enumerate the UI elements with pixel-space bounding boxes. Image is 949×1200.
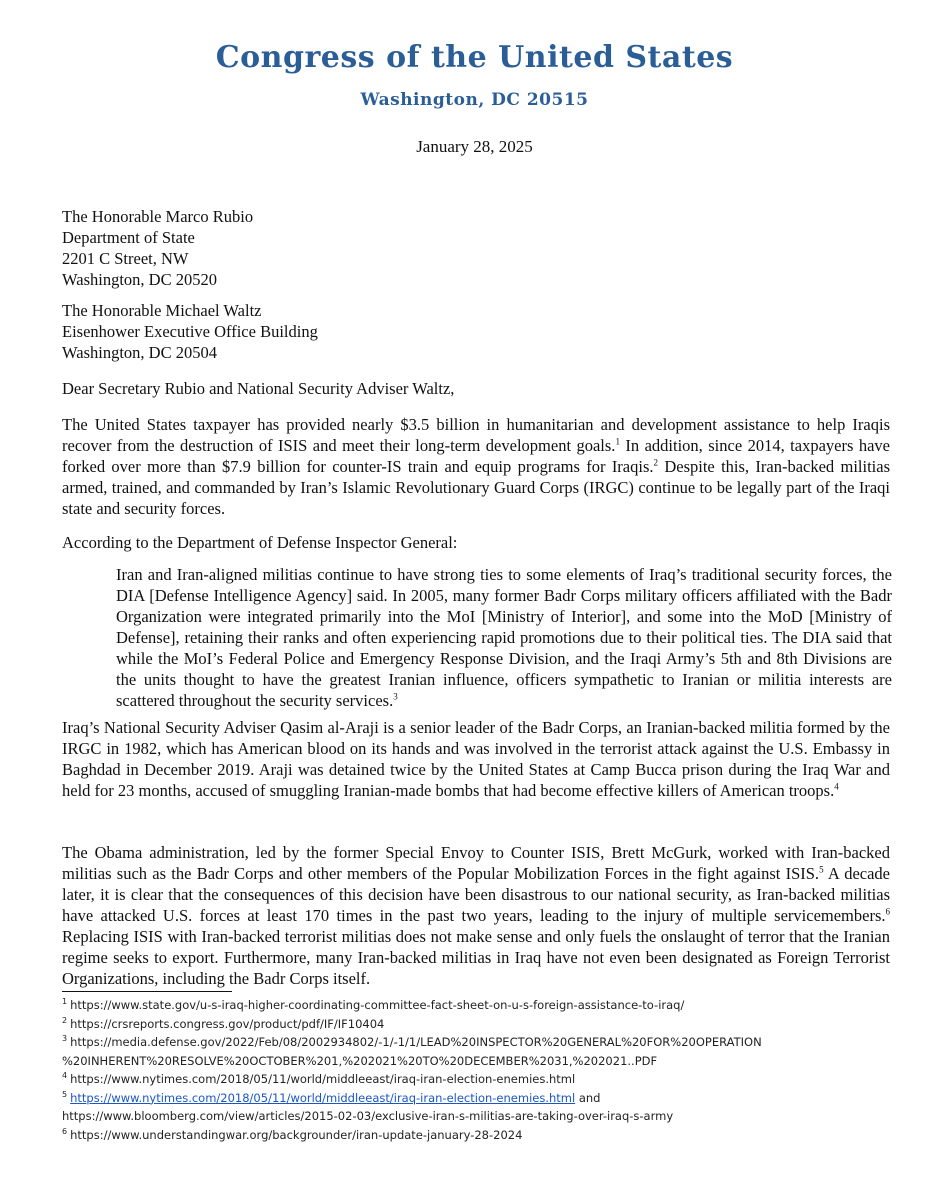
recipient-line: Department of State: [62, 228, 195, 247]
paragraph-text: A decade later, it is clear that the consequences of this decision have been disastrous to our national security, as Iran-backed militias have attacked U.S. forces at least 170 times in the past two years, leading to the injury of multiple servicemembers.: [62, 864, 890, 925]
recipient-line: Washington, DC 20504: [62, 343, 217, 362]
footnote-number: 2: [62, 1015, 68, 1025]
recipient-line: Washington, DC 20520: [62, 270, 217, 289]
footnote-divider: [62, 991, 232, 992]
footnotes: [62, 996, 922, 1144]
footnote-url: https://www.understandingwar.org/backgrounder/iran-update-january-28-2024: [70, 1127, 523, 1142]
footnote-number: 1: [62, 997, 68, 1007]
footnote-link[interactable]: https://www.nytimes.com/2018/05/11/world/middleeast/iraq-iran-election-enemies.html: [70, 1090, 576, 1105]
body-paragraph-4: [62, 842, 890, 989]
letter-date: January 28, 2025: [416, 137, 533, 156]
footnote-number: 6: [62, 1126, 68, 1136]
footnote-4: [62, 1070, 922, 1089]
letterhead-address: Washington, DC 20515: [360, 90, 589, 110]
footnote-url: https://www.nytimes.com/2018/05/11/world/middleeast/iraq-iran-election-enemies.html: [70, 1072, 576, 1086]
body-paragraph-1: [62, 414, 890, 519]
footnote-ref: 1: [615, 436, 620, 447]
recipient-line: Eisenhower Executive Office Building: [62, 322, 318, 341]
footnote-ref: 2: [653, 457, 659, 468]
footnote-url: https://crsreports.congress.gov/product/pdf/IF/IF10404: [70, 1016, 385, 1031]
body-paragraph-2: According to the Department of Defense Inspector General:: [62, 533, 458, 552]
footnote-conjunction: and: [575, 1090, 601, 1105]
recipient-address-2: [62, 300, 318, 363]
salutation: Dear Secretary Rubio and National Security Adviser Waltz,: [62, 379, 455, 398]
footnote-2: [62, 1015, 922, 1034]
footnote-6: [62, 1126, 922, 1145]
footnote-ref: 4: [834, 781, 839, 792]
footnote-5-continued: https://www.bloomberg.com/view/articles/2015-02-03/exclusive-iran-s-militias-are-taking-over-iraq-s-army: [62, 1109, 674, 1123]
recipient-line: 2201 C Street, NW: [62, 249, 189, 268]
quote-text: Iran and Iran-aligned militias continue to have strong ties to some elements of Iraq’s traditional security forces, the DIA [Defense Intelligence Agency] said. In 2005, many former Badr Corps military officers affiliated with the Badr Organization were integrated primarily into the MoI [Ministry of Interior], and some into the MoD [Ministry of Defense], retaining their ranks and often experiencing rapid promotions due to their political ties. The DIA said that while the MoI’s Federal Police and Emergency Response Division, and the Iraqi Army’s 5th and 8th Divisions are the units thought to have the greatest Iranian influence, officers sympathetic to Iranian or militia interests are scattered throughout the security services.: [116, 565, 892, 710]
footnote-url: https://media.defense.gov/2022/Feb/08/2002934802/-1/-1/1/LEAD%20INSPECTOR%20GENERAL%20FOR%20OPERATION: [70, 1035, 762, 1049]
paragraph-text: Despite this, Iran-backed militias armed, trained, and commanded by Iran’s Islamic Revolutionary Guard Corps (IRGC) continue to be legally part of the Iraqi state and security forces.: [62, 457, 890, 518]
footnote-number: 4: [62, 1071, 68, 1081]
footnote-url: https://www.state.gov/u-s-iraq-higher-coordinating-committee-fact-sheet-on-u-s-foreign-assistance-to-iraq/: [70, 998, 685, 1012]
footnote-1: [62, 996, 922, 1015]
footnote-number: 3: [62, 1034, 68, 1044]
footnote-ref: 5: [819, 864, 824, 875]
footnote-5: [62, 1089, 922, 1108]
paragraph-text: In addition, since 2014, taxpayers have forked over more than $7.9 billion for counter-IS train and equip programs for Iraqis.: [62, 436, 890, 476]
paragraph-text: The United States taxpayer has provided nearly $3.5 billion in humanitarian and development assistance to help Iraqis recover from the destruction of ISIS and meet their long-term development goals.: [62, 415, 890, 455]
body-paragraph-3: [62, 717, 890, 801]
paragraph-text: Iraq’s National Security Adviser Qasim al-Araji is a senior leader of the Badr Corps, an Iranian-backed militia formed by the IRGC in 1982, which has American blood on its hands and was involved in the terrorist attack against the U.S. Embassy in Baghdad in December 2019. Araji was detained twice by the United States at Camp Bucca prison during the Iraq War and held for 23 months, accused of smuggling Iranian-made bombs that had become effective killers of American troops.: [62, 718, 890, 800]
recipient-line: The Honorable Marco Rubio: [62, 207, 254, 226]
footnote-ref: 6: [885, 906, 890, 917]
recipient-address-1: [62, 206, 253, 290]
recipient-line: The Honorable Michael Waltz: [62, 301, 262, 320]
paragraph-text: Replacing ISIS with Iran-backed terrorist militias does not make sense and only fuels the onslaught of terror that the Iranian regime seeks to export. Furthermore, many Iran-backed militias in Iraq have not even been designated as Foreign Terrorist Organizations, including the Badr Corps itself.: [62, 927, 890, 988]
footnote-3-continued: %20INHERENT%20RESOLVE%20OCTOBER%201,%202021%20TO%20DECEMBER%2031,%202021..PDF: [62, 1053, 658, 1068]
paragraph-text: The Obama administration, led by the former Special Envoy to Counter ISIS, Brett McGurk, worked with Iran-backed militias such as the Badr Corps and other members of the Popular Mobilization Forces in the fight against ISIS.: [62, 843, 890, 883]
footnote-ref: 3: [393, 691, 398, 702]
block-quote: [116, 564, 892, 711]
letterhead-title: Congress of the United States: [215, 40, 734, 75]
footnote-3: [62, 1033, 922, 1052]
footnote-number: 5: [62, 1089, 68, 1099]
